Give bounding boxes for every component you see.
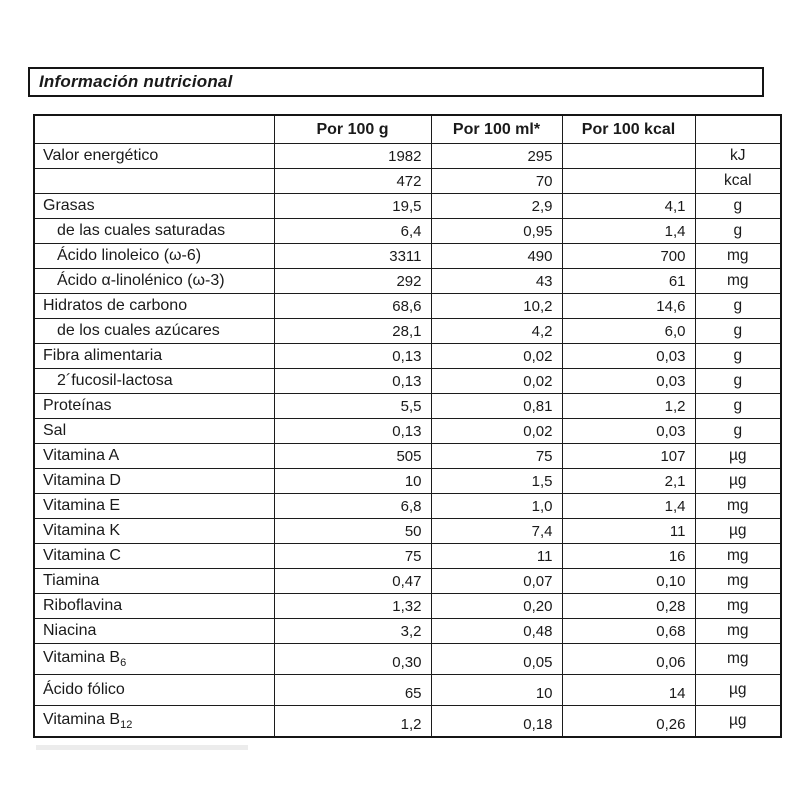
value-per-100ml: 11 [431,544,562,569]
table-row [34,144,781,169]
value-per-100kcal: 11 [562,519,695,544]
value-unit: µg [695,706,781,737]
value-per-100kcal [562,144,695,169]
value-per-100ml: 0,48 [431,619,562,644]
value-per-100g: 0,13 [274,419,431,444]
value-per-100g: 472 [274,169,431,194]
table-row [34,675,781,706]
row-label [34,169,274,194]
value-per-100g: 50 [274,519,431,544]
row-label [34,394,274,419]
value-per-100kcal: 0,03 [562,419,695,444]
value-per-100ml: 490 [431,244,562,269]
value-per-100g: 292 [274,269,431,294]
value-per-100kcal: 16 [562,544,695,569]
table-row [34,269,781,294]
row-label-text: Vitamina E [43,497,121,514]
value-per-100ml: 70 [431,169,562,194]
header-unit-column [695,115,781,144]
table-row [34,594,781,619]
value-per-100g: 6,8 [274,494,431,519]
value-per-100kcal: 1,2 [562,394,695,419]
value-per-100kcal [562,169,695,194]
row-label [34,706,274,737]
value-unit: kJ [695,144,781,169]
table-row [34,394,781,419]
value-per-100ml: 0,02 [431,369,562,394]
row-label [34,569,274,594]
row-label [34,219,274,244]
value-unit: mg [695,644,781,675]
value-per-100ml: 0,20 [431,594,562,619]
table-row [34,519,781,544]
header-per-100kcal: Por 100 kcal [562,115,695,144]
table-row [34,169,781,194]
value-unit: kcal [695,169,781,194]
row-label [34,269,274,294]
value-unit: µg [695,519,781,544]
value-unit: g [695,344,781,369]
value-per-100g: 6,4 [274,219,431,244]
value-per-100ml: 7,4 [431,519,562,544]
value-per-100kcal: 0,06 [562,644,695,675]
row-label [34,244,274,269]
row-label-text: Ácido fólico [43,681,125,698]
value-unit: mg [695,594,781,619]
row-label [34,619,274,644]
row-label-text: Vitamina A [43,447,120,464]
value-unit: g [695,369,781,394]
table-row [34,444,781,469]
row-label-text: Niacina [43,622,97,639]
value-per-100kcal: 14,6 [562,294,695,319]
table-row [34,494,781,519]
value-per-100ml: 0,02 [431,344,562,369]
value-per-100g: 19,5 [274,194,431,219]
value-per-100g: 1982 [274,144,431,169]
row-label-text: Vitamina D [43,472,121,489]
table-row [34,194,781,219]
row-label [34,494,274,519]
value-unit: mg [695,544,781,569]
row-label [34,644,274,675]
value-per-100kcal: 0,28 [562,594,695,619]
value-per-100g: 5,5 [274,394,431,419]
value-per-100ml: 75 [431,444,562,469]
row-label [34,344,274,369]
row-label-text: 2´fucosil-lactosa [57,372,173,389]
row-label [34,519,274,544]
table-row [34,569,781,594]
value-per-100kcal: 0,26 [562,706,695,737]
value-unit: µg [695,675,781,706]
value-per-100kcal: 0,68 [562,619,695,644]
row-label-text: Vitamina B [43,710,121,728]
row-label-text: de las cuales saturadas [57,222,226,239]
row-label-text: Hidratos de carbono [43,297,188,314]
value-per-100kcal: 1,4 [562,219,695,244]
table-row [34,419,781,444]
row-label-text: Fibra alimentaria [43,347,163,364]
nutrition-table [33,114,782,738]
value-per-100kcal: 2,1 [562,469,695,494]
table-row [34,644,781,675]
row-label [34,419,274,444]
value-per-100ml: 10,2 [431,294,562,319]
row-label [34,444,274,469]
value-per-100g: 1,32 [274,594,431,619]
value-per-100ml: 0,05 [431,644,562,675]
value-per-100g: 65 [274,675,431,706]
header-per-100g: Por 100 g [274,115,431,144]
table-row [34,369,781,394]
scan-artifact [36,745,248,750]
row-label-text: Vitamina B [43,648,121,666]
table-row [34,544,781,569]
value-per-100g: 3,2 [274,619,431,644]
value-unit: mg [695,619,781,644]
value-per-100ml: 2,9 [431,194,562,219]
value-per-100kcal: 4,1 [562,194,695,219]
row-label-text: Vitamina K [43,522,121,539]
row-label-subscript: 12 [120,718,133,731]
value-unit: µg [695,444,781,469]
row-label [34,369,274,394]
table-row [34,619,781,644]
value-per-100ml: 0,95 [431,219,562,244]
value-per-100g: 0,47 [274,569,431,594]
row-label [34,675,274,706]
value-per-100ml: 1,5 [431,469,562,494]
value-per-100g: 3311 [274,244,431,269]
value-unit: g [695,419,781,444]
value-unit: mg [695,269,781,294]
value-per-100kcal: 1,4 [562,494,695,519]
row-label [34,144,274,169]
value-per-100g: 1,2 [274,706,431,737]
value-per-100kcal: 61 [562,269,695,294]
table-row [34,344,781,369]
table-row [34,294,781,319]
value-per-100kcal: 6,0 [562,319,695,344]
value-per-100ml: 0,07 [431,569,562,594]
value-per-100ml: 1,0 [431,494,562,519]
value-unit: g [695,194,781,219]
value-per-100g: 505 [274,444,431,469]
value-unit: g [695,394,781,419]
value-per-100kcal: 0,10 [562,569,695,594]
value-per-100g: 28,1 [274,319,431,344]
row-label-text: Ácido α-linolénico (ω-3) [57,272,225,289]
header-row [34,115,781,144]
section-title-box [28,67,764,97]
row-label-text: Riboflavina [43,597,123,614]
row-label [34,594,274,619]
table-row [34,706,781,737]
value-per-100ml: 10 [431,675,562,706]
value-per-100ml: 43 [431,269,562,294]
value-per-100ml: 0,81 [431,394,562,419]
value-per-100g: 0,13 [274,344,431,369]
value-per-100ml: 295 [431,144,562,169]
row-label-text: de los cuales azúcares [57,322,220,339]
value-per-100g: 0,13 [274,369,431,394]
value-per-100g: 10 [274,469,431,494]
table-row [34,469,781,494]
row-label-text: Sal [43,422,67,439]
value-unit: µg [695,469,781,494]
row-label-text: Grasas [43,197,95,214]
row-label-text: Tiamina [43,572,100,589]
row-label [34,194,274,219]
header-label-column [34,115,274,144]
value-unit: mg [695,494,781,519]
row-label-text: Ácido linoleico (ω-6) [57,247,202,264]
row-label [34,544,274,569]
value-per-100g: 75 [274,544,431,569]
value-per-100kcal: 107 [562,444,695,469]
value-per-100kcal: 0,03 [562,369,695,394]
value-per-100g: 68,6 [274,294,431,319]
value-per-100ml: 0,18 [431,706,562,737]
section-title: Información nutricional [39,72,233,91]
row-label-text: Proteínas [43,397,112,414]
value-unit: g [695,294,781,319]
row-label-text: Vitamina C [43,547,121,564]
value-unit: g [695,319,781,344]
row-label-text: Valor energético [43,147,159,164]
value-per-100kcal: 700 [562,244,695,269]
value-unit: mg [695,569,781,594]
value-per-100ml: 0,02 [431,419,562,444]
header-per-100ml: Por 100 ml* [431,115,562,144]
value-per-100kcal: 0,03 [562,344,695,369]
row-label [34,294,274,319]
table-row [34,319,781,344]
value-unit: g [695,219,781,244]
value-per-100g: 0,30 [274,644,431,675]
table-row [34,219,781,244]
row-label [34,469,274,494]
row-label-subscript: 6 [120,657,127,670]
value-per-100ml: 4,2 [431,319,562,344]
table-row [34,244,781,269]
value-per-100kcal: 14 [562,675,695,706]
value-unit: mg [695,244,781,269]
row-label [34,319,274,344]
